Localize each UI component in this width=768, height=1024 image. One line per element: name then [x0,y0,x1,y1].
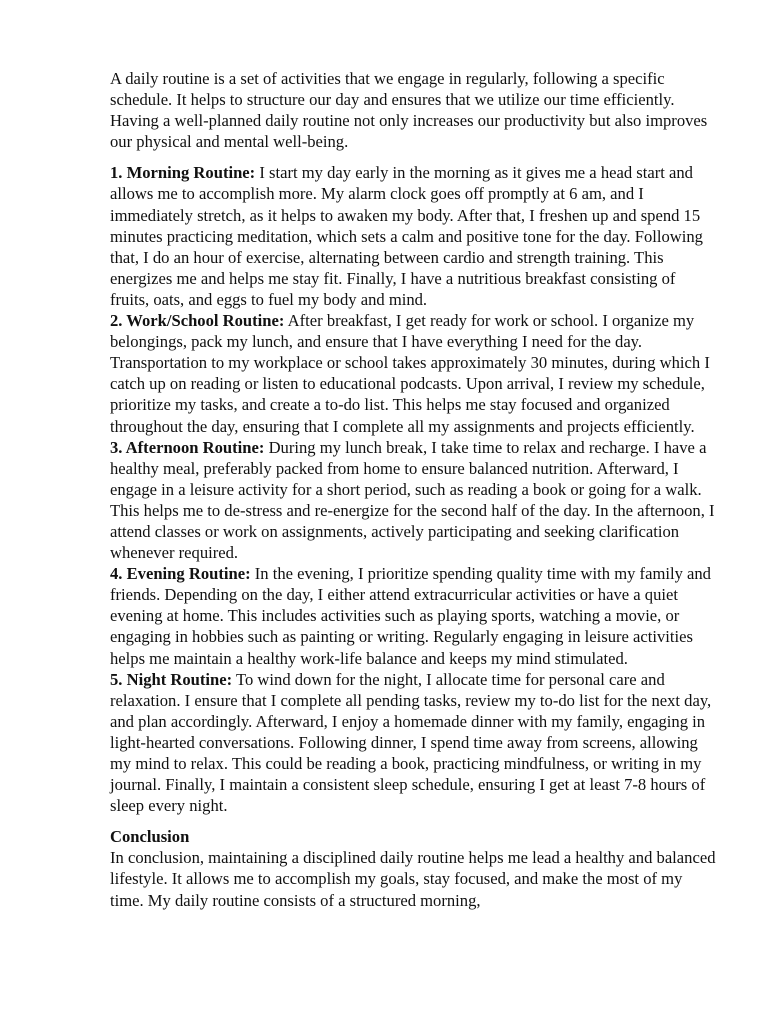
routine-list [110,162,716,816]
conclusion-paragraph: In conclusion, maintaining a disciplined daily routine helps me lead a healthy and balanced lifestyle. It allows me to accomplish my goals, stay focused, and make the most of my time. My daily routine consists of a structured morning, [110,848,716,910]
conclusion-heading: Conclusion [110,827,190,847]
routine-text: To wind down for the night, I allocate time for personal care and relaxation. I ensure that I complete all pending tasks, review my to-do list for the next day, and plan accordingly. Afterward, I enjoy a homemade dinner with my family, engaging in light-hearted conversations. Following dinner, I spend time away from screens, allowing my mind to relax. This could be reading a book, practicing mindfulness, or writing in my journal. Finally, I maintain a consistent sleep schedule, ensuring I get at least 7-8 hours of sleep every night. [110,669,712,816]
routine-heading: 2. Work/School Routine: [110,311,285,331]
routine-heading: 3. Afternoon Routine: [110,437,265,457]
routine-work-school [110,310,716,437]
document-page [110,68,716,911]
routine-text: During my lunch break, I take time to relax and recharge. I have a healthy meal, preferably packed from home to ensure balanced nutrition. Afterward, I engage in a leisure activity for a short period, such as reading a book or going for a walk. This helps me to de-stress and re-energize for the second half of the day. In the afternoon, I attend classes or work on assignments, actively participating and seeking clarification whenever required. [110,437,715,563]
routine-heading: 1. Morning Routine: [110,163,256,183]
routine-heading: 4. Evening Routine: [110,564,251,584]
routine-afternoon [110,437,716,564]
routine-morning [110,162,716,310]
routine-night [110,669,716,817]
routine-text: After breakfast, I get ready for work or school. I organize my belongings, pack my lunch, and ensure that I have everything I need for the day. Transportation to my workplace or school takes approximately 30 minutes, during which I catch up on reading or listen to educational podcasts. Upon arrival, I review my schedule, prioritize my tasks, and create a to-do list. This helps me stay focused and organized throughout the day, ensuring that I complete all my assignments and projects efficiently. [110,311,710,436]
routine-evening [110,563,716,668]
routine-heading: 5. Night Routine: [110,669,233,689]
intro-paragraph: A daily routine is a set of activities that we engage in regularly, following a specific schedule. It helps to structure our day and ensures that we utilize our time efficiently. Having a well-planned daily routine not only increases our productivity but also improves our physical and mental well-being. [110,69,708,152]
routine-text: In the evening, I prioritize spending quality time with my family and friends. Depending on the day, I either attend extracurricular activities or have a quiet evening at home. This includes activities such as playing sports, watching a movie, or engaging in hobbies such as painting or writing. Regularly engaging in leisure activities helps me maintain a healthy work-life balance and keeps my mind stimulated. [110,564,711,668]
routine-text: I start my day early in the morning as it gives me a head start and allows me to accomplish more. My alarm clock goes off promptly at 6 am, and I immediately stretch, as it helps to awaken my body. After that, I freshen up and spend 15 minutes practicing meditation, which sets a calm and positive tone for the day. Following that, I do an hour of exercise, alternating between cardio and strength training. This energizes me and helps me stay fit. Finally, I have a nutritious breakfast consisting of fruits, oats, and eggs to fuel my body and mind. [110,163,703,309]
